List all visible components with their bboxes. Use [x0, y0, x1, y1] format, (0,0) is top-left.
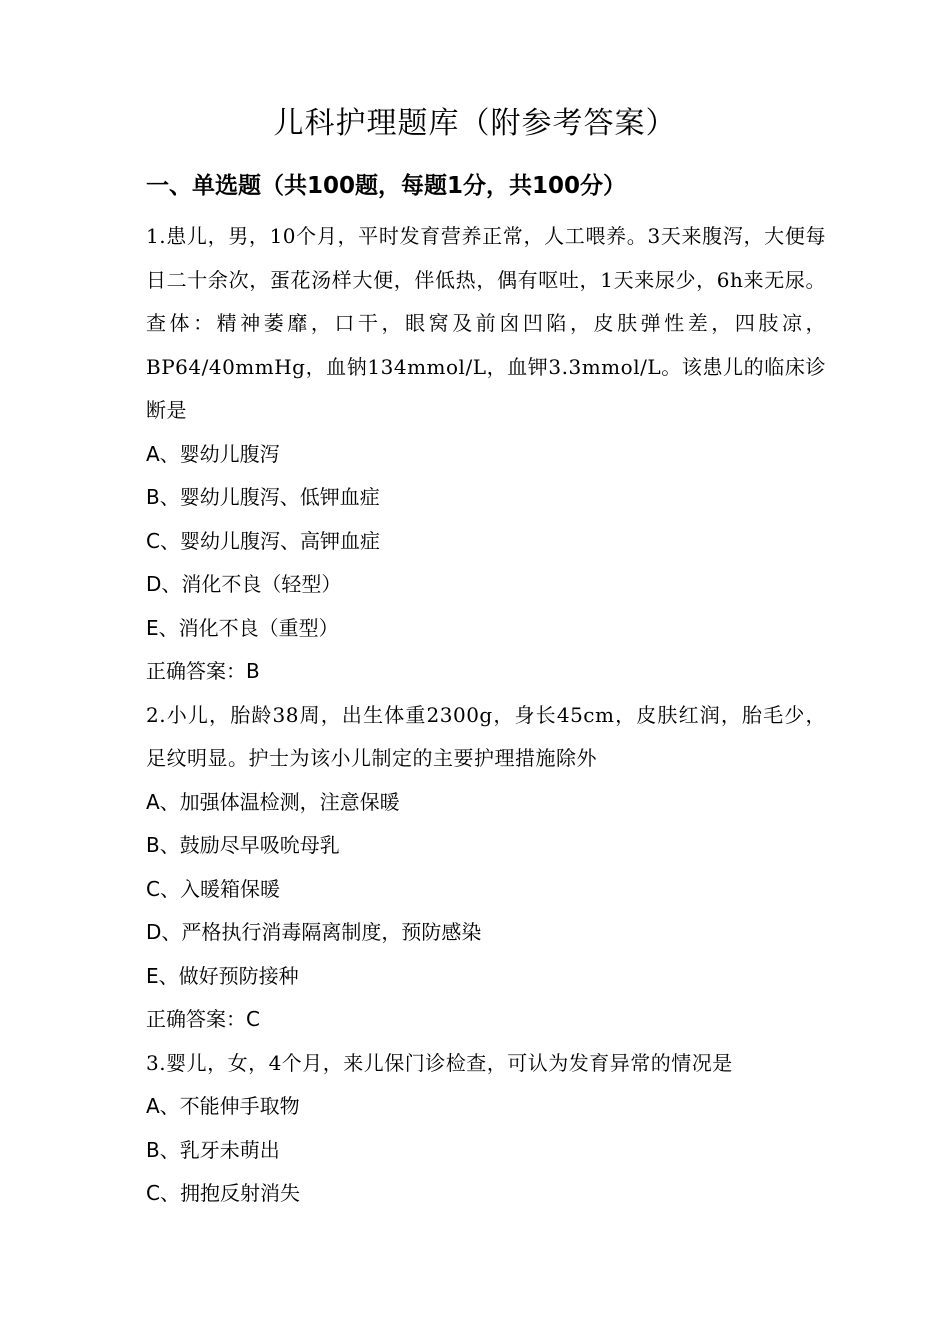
- question-stem: 1.患儿，男，10个月，平时发育营养正常，人工喂养。3天来腹泻，大便每日二十余次，蛋花汤样大便，伴低热，偶有呕吐，1天来尿少，6h来无尿。查体：精神萎靡，口干，眼窝及前囟凹陷，皮肤弹性差，四肢凉，BP64/40mmHg，血钠134mmol/L，血钾3.3mmol/L。该患儿的临床诊断是: [146, 224, 826, 422]
- question-1: [146, 215, 826, 694]
- option-a: A、加强体温检测，注意保暖: [146, 789, 400, 814]
- document-title: 儿科护理题库（附参考答案）: [273, 106, 677, 141]
- option-c: C、入暖箱保暖: [146, 876, 280, 901]
- option-e: E、消化不良（重型）: [146, 615, 339, 640]
- correct-answer: 正确答案：B: [146, 659, 260, 683]
- option-a: A、婴幼儿腹泻: [146, 441, 280, 466]
- question-stem: 3.婴儿，女，4个月，来儿保门诊检查，可认为发育异常的情况是: [146, 1050, 733, 1075]
- option-c: C、拥抱反射消失: [146, 1181, 300, 1205]
- question-3: [146, 1042, 826, 1216]
- section-heading: 一、单选题（共100题，每题1分，共100分）: [146, 173, 627, 199]
- option-d: D、严格执行消毒隔离制度，预防感染: [146, 920, 482, 944]
- question-stem: 2.小儿，胎龄38周，出生体重2300g，身长45cm，皮肤红润，胎毛少，足纹明显。护士为该小儿制定的主要护理措施除外: [146, 702, 826, 770]
- option-e: E、做好预防接种: [146, 963, 299, 988]
- option-d: D、消化不良（轻型）: [146, 572, 342, 596]
- question-2: [146, 694, 826, 1042]
- option-b: B、乳牙未萌出: [146, 1137, 280, 1162]
- option-c: C、婴幼儿腹泻、高钾血症: [146, 528, 380, 553]
- question-list: [146, 215, 826, 1216]
- option-b: B、婴幼儿腹泻、低钾血症: [146, 485, 380, 509]
- correct-answer: 正确答案：C: [146, 1007, 260, 1031]
- option-b: B、鼓励尽早吸吮母乳: [146, 833, 340, 857]
- option-a: A、不能伸手取物: [146, 1094, 300, 1118]
